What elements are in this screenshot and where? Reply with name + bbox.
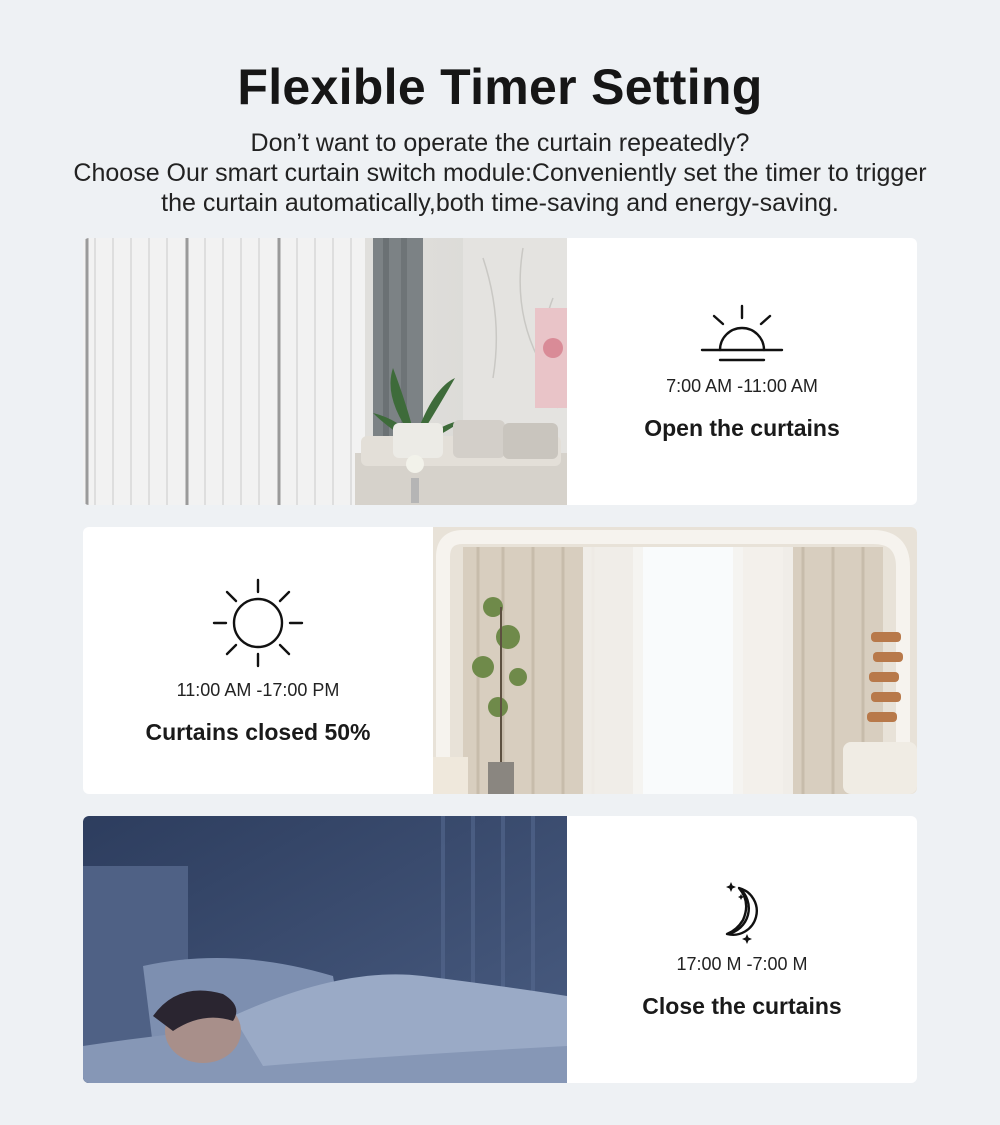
subtitle-line: Choose Our smart curtain switch module:Conveniently set the timer to trigger: [73, 159, 927, 187]
schedule-info: [567, 238, 917, 505]
schedule-time: 11:00 AM -17:00 PM: [176, 679, 340, 700]
subtitle-line: the curtain automatically,both time-saving and energy-saving.: [161, 189, 839, 217]
schedule-time: 17:00 M -7:00 M: [676, 953, 808, 974]
page-title: Flexible Timer Setting: [237, 59, 763, 115]
schedule-action: Close the curtains: [642, 992, 842, 1019]
schedule-info: [567, 816, 917, 1083]
schedule-info: [83, 527, 433, 794]
page-subtitle: [0, 128, 1000, 218]
moon-stars-icon: [717, 880, 767, 944]
sun-icon: [210, 576, 306, 670]
subtitle-line: Don’t want to operate the curtain repeatedly?: [250, 129, 750, 157]
sunrise-icon: [696, 302, 788, 366]
schedule-card-daytime: [83, 527, 917, 794]
curtained-window-photo: [433, 527, 917, 794]
schedule-time: 7:00 AM -11:00 AM: [666, 375, 818, 396]
sleeping-woman-photo: [83, 816, 567, 1083]
schedule-action: Open the curtains: [644, 414, 840, 441]
living-room-photo: [83, 238, 567, 505]
schedule-action: Curtains closed 50%: [145, 718, 371, 745]
schedule-card-morning: [83, 238, 917, 505]
schedule-card-night: [83, 816, 917, 1083]
